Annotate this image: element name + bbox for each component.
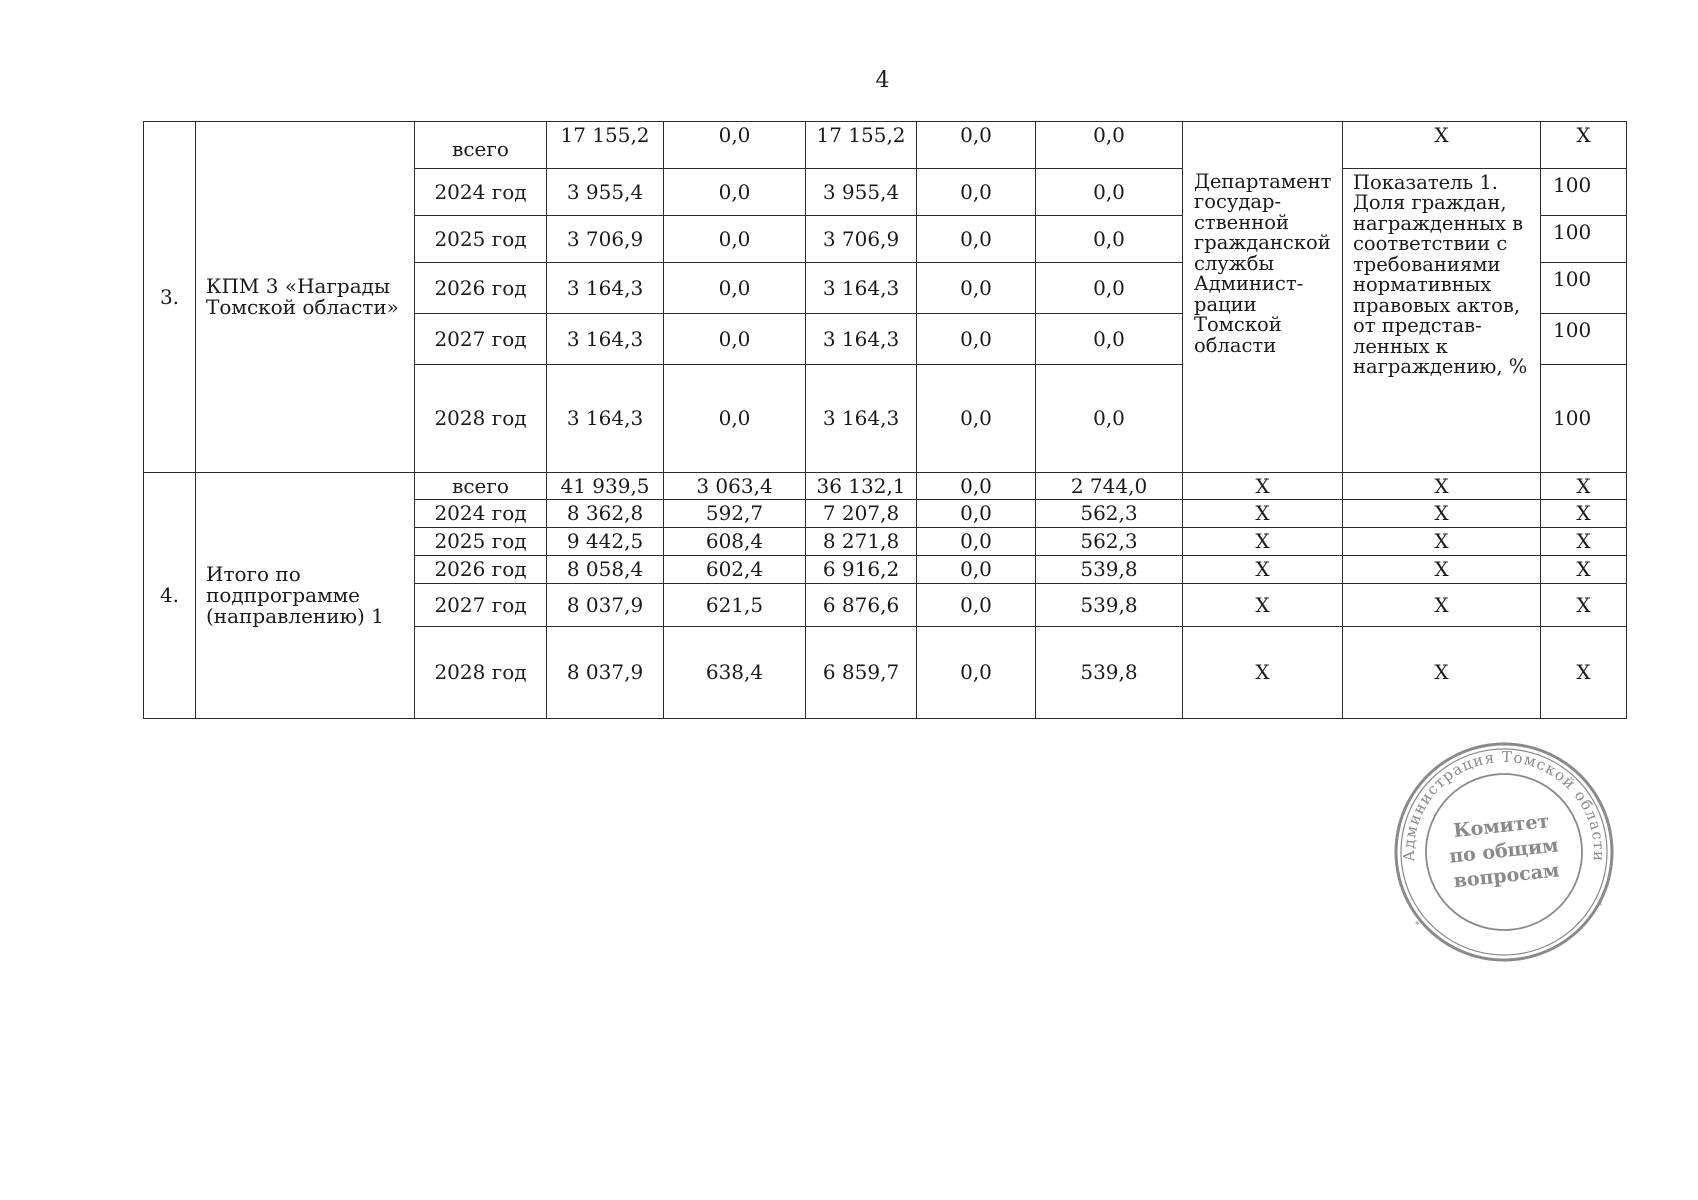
target-cell: 100 [1541,263,1627,314]
value-cell: 8 037,9 [547,627,664,719]
value-cell: 0,0 [917,169,1036,216]
year-cell: 2028 год [415,627,547,719]
target-cell: 100 [1541,314,1627,365]
indicator-mark: X [1343,500,1541,528]
department-mark: X [1183,473,1343,500]
year-cell: 2026 год [415,556,547,584]
value-cell: 3 164,3 [806,314,917,365]
responsible-department: Департамент государ-ственной гражданской службы Админист-рации Томской области [1183,122,1343,473]
value-cell: 602,4 [664,556,806,584]
target-cell: 100 [1541,365,1627,473]
target-cell: X [1541,528,1627,556]
value-cell: 0,0 [917,500,1036,528]
value-cell: 0,0 [917,216,1036,263]
indicator-description: Показатель 1. Доля граждан, награжденных в соответствии с требованиями нормативных правовых актов, от представ-ленных к награждению, % [1343,169,1541,473]
value-cell: 8 037,9 [547,584,664,627]
target-cell: X [1541,122,1627,169]
value-cell: 3 164,3 [806,365,917,473]
year-cell: 2025 год [415,528,547,556]
value-cell: 0,0 [1036,169,1183,216]
year-cell: всего [415,122,547,169]
program-name: Итого по подпрограмме (направлению) 1 [196,473,415,719]
value-cell: 562,3 [1036,528,1183,556]
stamp-center-line: вопросам [1452,859,1561,893]
target-cell: X [1541,473,1627,500]
value-cell: 7 207,8 [806,500,917,528]
target-cell: X [1541,556,1627,584]
value-cell: 3 164,3 [547,365,664,473]
table-row [144,473,1627,500]
year-cell: всего [415,473,547,500]
value-cell: 539,8 [1036,584,1183,627]
value-cell: 3 063,4 [664,473,806,500]
year-cell: 2028 год [415,365,547,473]
value-cell: 0,0 [917,556,1036,584]
value-cell: 0,0 [917,263,1036,314]
value-cell: 6 876,6 [806,584,917,627]
year-cell: 2026 год [415,263,547,314]
value-cell: 0,0 [917,473,1036,500]
year-cell: 2027 год [415,584,547,627]
department-mark: X [1183,556,1343,584]
value-cell: 3 164,3 [806,263,917,314]
target-cell: X [1541,500,1627,528]
value-cell: 539,8 [1036,627,1183,719]
value-cell: 0,0 [1036,122,1183,169]
value-cell: 0,0 [664,314,806,365]
stamp-center-line: по общим [1448,834,1560,868]
value-cell: 539,8 [1036,556,1183,584]
value-cell: 0,0 [664,216,806,263]
target-cell: 100 [1541,169,1627,216]
value-cell: 0,0 [917,365,1036,473]
value-cell: 8 271,8 [806,528,917,556]
value-cell: 0,0 [917,627,1036,719]
page-number: 4 [875,68,890,93]
value-cell: 0,0 [917,314,1036,365]
value-cell: 638,4 [664,627,806,719]
target-cell: 100 [1541,216,1627,263]
table-row [144,122,1627,169]
value-cell: 621,5 [664,584,806,627]
indicator-mark: X [1343,122,1541,169]
stamp-star: * [1414,920,1421,931]
value-cell: 3 164,3 [547,314,664,365]
year-cell: 2024 год [415,500,547,528]
indicator-mark: X [1343,627,1541,719]
value-cell: 36 132,1 [806,473,917,500]
value-cell: 8 362,8 [547,500,664,528]
value-cell: 17 155,2 [806,122,917,169]
value-cell: 0,0 [664,365,806,473]
value-cell: 3 955,4 [806,169,917,216]
value-cell: 0,0 [917,528,1036,556]
value-cell: 0,0 [1036,263,1183,314]
value-cell: 8 058,4 [547,556,664,584]
department-mark: X [1183,584,1343,627]
value-cell: 17 155,2 [547,122,664,169]
value-cell: 3 955,4 [547,169,664,216]
value-cell: 0,0 [1036,314,1183,365]
row-number: 4. [144,473,196,719]
stamp-star: * [1597,901,1604,912]
value-cell: 41 939,5 [547,473,664,500]
value-cell: 608,4 [664,528,806,556]
value-cell: 6 859,7 [806,627,917,719]
stamp-center-line: Комитет [1452,810,1551,843]
indicator-mark: X [1343,473,1541,500]
value-cell: 592,7 [664,500,806,528]
value-cell: 3 706,9 [547,216,664,263]
target-cell: X [1541,627,1627,719]
department-mark: X [1183,528,1343,556]
value-cell: 3 164,3 [547,263,664,314]
value-cell: 3 706,9 [806,216,917,263]
value-cell: 562,3 [1036,500,1183,528]
value-cell: 9 442,5 [547,528,664,556]
year-cell: 2024 год [415,169,547,216]
value-cell: 0,0 [664,122,806,169]
department-mark: X [1183,627,1343,719]
value-cell: 0,0 [917,122,1036,169]
year-cell: 2025 год [415,216,547,263]
indicator-mark: X [1343,584,1541,627]
value-cell: 0,0 [664,169,806,216]
stamp-ring-text: Администрация Томской области [1399,747,1609,863]
budget-table [143,121,1627,719]
row-number: 3. [144,122,196,473]
year-cell: 2027 год [415,314,547,365]
value-cell: 6 916,2 [806,556,917,584]
department-mark: X [1183,500,1343,528]
value-cell: 0,0 [1036,216,1183,263]
target-cell: X [1541,584,1627,627]
official-stamp [1392,740,1616,964]
value-cell: 2 744,0 [1036,473,1183,500]
indicator-mark: X [1343,528,1541,556]
value-cell: 0,0 [1036,365,1183,473]
value-cell: 0,0 [664,263,806,314]
value-cell: 0,0 [917,584,1036,627]
program-name: КПМ 3 «Награды Томской области» [196,122,415,473]
indicator-mark: X [1343,556,1541,584]
